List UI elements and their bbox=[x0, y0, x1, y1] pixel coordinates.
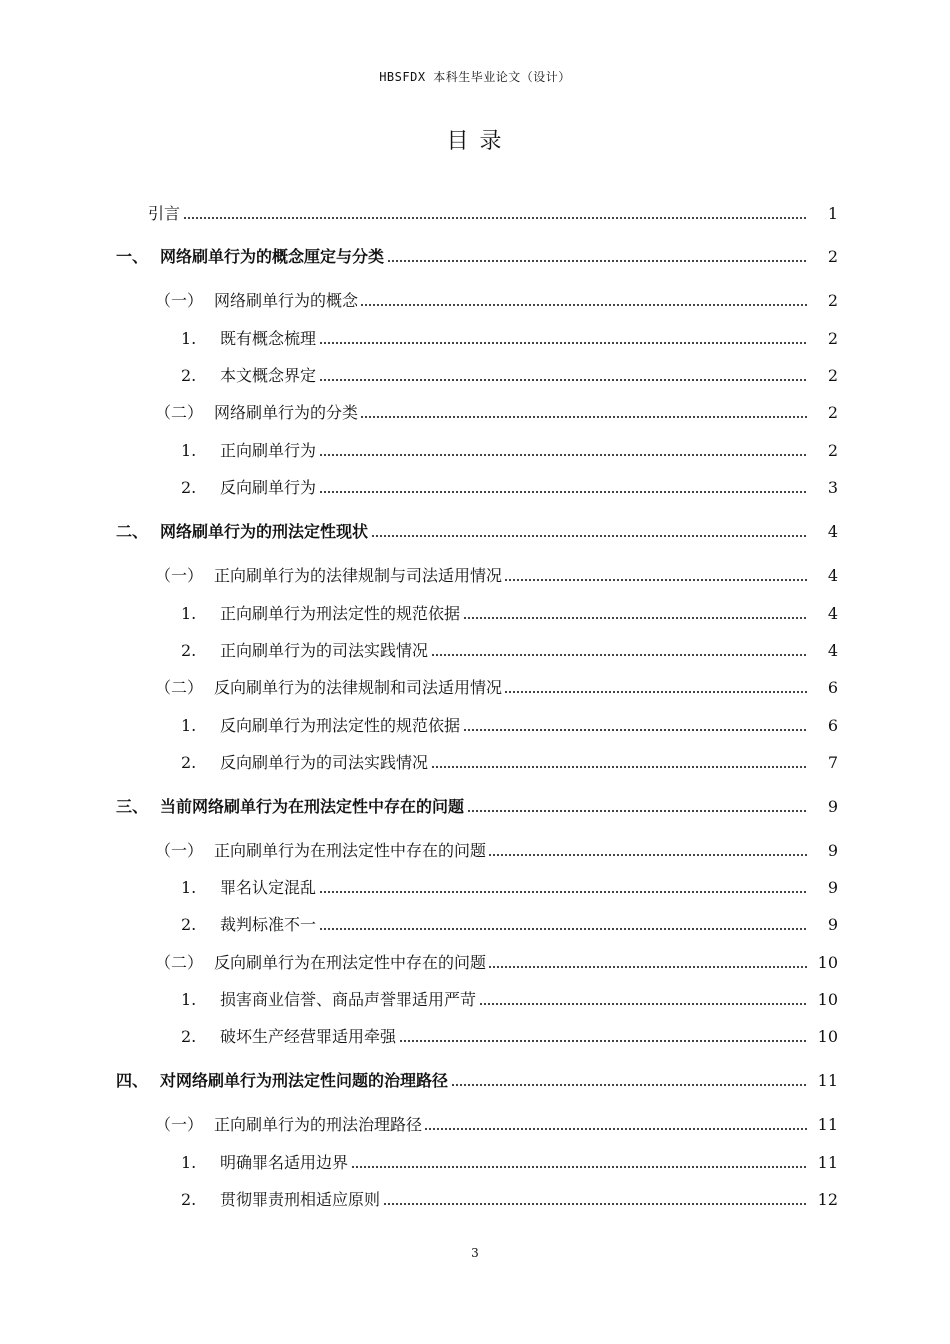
toc-entry-subsection[interactable] bbox=[0, 1151, 950, 1175]
toc-entry-text: 反向刷单行为 bbox=[220, 476, 318, 500]
toc-entry-subsection[interactable] bbox=[0, 714, 950, 738]
toc-entry-number: 1. bbox=[181, 604, 197, 623]
toc-page-number: 7 bbox=[808, 751, 838, 775]
toc-page-number: 2 bbox=[808, 439, 838, 463]
toc-entry-section[interactable] bbox=[0, 564, 950, 588]
toc-entry-subsection[interactable] bbox=[0, 1188, 950, 1212]
toc-page-number: 6 bbox=[808, 676, 838, 700]
toc-entry-number: 四、 bbox=[116, 1071, 149, 1090]
toc-entry-text: 正向刷单行为的刑法治理路径 bbox=[214, 1113, 424, 1137]
toc-entry-text: 正向刷单行为 bbox=[220, 439, 318, 463]
toc-entry-number: （二） bbox=[155, 403, 204, 422]
toc-entry-chapter[interactable] bbox=[0, 795, 950, 819]
toc-entry-number: 三、 bbox=[116, 797, 149, 816]
toc-entry-text: 当前网络刷单行为在刑法定性中存在的问题 bbox=[160, 795, 466, 819]
toc-entry-text: 对网络刷单行为刑法定性问题的治理路径 bbox=[160, 1069, 450, 1093]
toc-entry-text: 网络刷单行为的概念厘定与分类 bbox=[160, 245, 386, 269]
toc-page-number: 12 bbox=[808, 1188, 838, 1212]
toc-page-number: 4 bbox=[808, 639, 838, 663]
toc-page-number: 10 bbox=[808, 1025, 838, 1049]
toc-title: 目 录 bbox=[446, 129, 504, 154]
toc-entry-section[interactable] bbox=[0, 839, 950, 863]
toc-entry-subsection[interactable] bbox=[0, 639, 950, 663]
toc-entry-number: （一） bbox=[155, 841, 204, 860]
toc-entry-subsection[interactable] bbox=[0, 913, 950, 937]
toc-entry-number: 1. bbox=[181, 990, 197, 1009]
toc-page-number: 9 bbox=[808, 876, 838, 900]
toc-page-number: 2 bbox=[808, 245, 838, 269]
toc-entry-number: 一、 bbox=[116, 247, 149, 266]
toc-entry-text: 网络刷单行为的概念 bbox=[214, 289, 360, 313]
toc-entry-subsection[interactable] bbox=[0, 876, 950, 900]
toc-page-number: 11 bbox=[808, 1113, 838, 1137]
toc-entry-subsection[interactable] bbox=[0, 439, 950, 463]
toc-page-number: 1 bbox=[808, 202, 838, 226]
toc-entry-text: 既有概念梳理 bbox=[220, 327, 318, 351]
toc-page-number: 10 bbox=[808, 988, 838, 1012]
toc-page-number: 9 bbox=[808, 913, 838, 937]
toc-entry-number: 2. bbox=[181, 915, 197, 934]
toc-entry-number: 2. bbox=[181, 1190, 197, 1209]
toc-entry-subsection[interactable] bbox=[0, 602, 950, 626]
toc-page-number: 11 bbox=[808, 1151, 838, 1175]
toc-entry-number: 2. bbox=[181, 641, 197, 660]
toc-entry-text: 本文概念界定 bbox=[220, 364, 318, 388]
toc-entry-chapter[interactable] bbox=[0, 245, 950, 269]
toc-entry-text: 明确罪名适用边界 bbox=[220, 1151, 350, 1175]
toc-page-number: 2 bbox=[808, 364, 838, 388]
toc-entry-section[interactable] bbox=[0, 676, 950, 700]
toc-page-number: 4 bbox=[808, 602, 838, 626]
toc-page-number: 2 bbox=[808, 327, 838, 351]
running-header: HBSFDX 本科生毕业论文（设计） bbox=[379, 70, 571, 84]
toc-entry-text: 网络刷单行为的刑法定性现状 bbox=[160, 520, 370, 544]
toc-entry-subsection[interactable] bbox=[0, 364, 950, 388]
toc-entry-number: 2. bbox=[181, 1027, 197, 1046]
toc-entry-text: 正向刷单行为在刑法定性中存在的问题 bbox=[214, 839, 488, 863]
toc-entry-chapter[interactable] bbox=[0, 1069, 950, 1093]
toc-entry-subsection[interactable] bbox=[0, 1025, 950, 1049]
toc-page-number: 4 bbox=[808, 564, 838, 588]
toc-page-number: 10 bbox=[808, 951, 838, 975]
toc-entry-number: （二） bbox=[155, 953, 204, 972]
toc-entry-number: 1. bbox=[181, 716, 197, 735]
toc-entry-number: 1. bbox=[181, 1153, 197, 1172]
toc-entry-text: 反向刷单行为的司法实践情况 bbox=[220, 751, 430, 775]
toc-entry-text: 反向刷单行为刑法定性的规范依据 bbox=[220, 714, 462, 738]
toc-entry-text: 裁判标准不一 bbox=[220, 913, 318, 937]
toc-entry-number: （一） bbox=[155, 1115, 204, 1134]
toc-entry-text: 反向刷单行为在刑法定性中存在的问题 bbox=[214, 951, 488, 975]
toc-entry-text: 反向刷单行为的法律规制和司法适用情况 bbox=[214, 676, 504, 700]
toc-page-number: 4 bbox=[808, 520, 838, 544]
toc-entry-intro[interactable] bbox=[0, 202, 950, 226]
toc-entry-number: 1. bbox=[181, 878, 197, 897]
toc-page-number: 2 bbox=[808, 401, 838, 425]
toc-entry-number: （二） bbox=[155, 678, 204, 697]
toc-page-number: 9 bbox=[808, 839, 838, 863]
toc-page-number: 3 bbox=[808, 476, 838, 500]
toc-entry-number: 1. bbox=[181, 329, 197, 348]
toc-entry-section[interactable] bbox=[0, 289, 950, 313]
toc-entry-number: （一） bbox=[155, 291, 204, 310]
toc-page-number: 11 bbox=[808, 1069, 838, 1093]
dot-leader bbox=[148, 217, 838, 219]
toc-entry-subsection[interactable] bbox=[0, 988, 950, 1012]
toc-entry-text: 引言 bbox=[148, 202, 182, 226]
toc-page-number: 9 bbox=[808, 795, 838, 819]
page-number: 3 bbox=[471, 1246, 479, 1260]
toc-entry-text: 网络刷单行为的分类 bbox=[214, 401, 360, 425]
toc-entry-text: 正向刷单行为刑法定性的规范依据 bbox=[220, 602, 462, 626]
toc-entry-subsection[interactable] bbox=[0, 476, 950, 500]
toc-entry-subsection[interactable] bbox=[0, 751, 950, 775]
toc-entry-section[interactable] bbox=[0, 401, 950, 425]
toc-entry-chapter[interactable] bbox=[0, 520, 950, 544]
toc-entry-section[interactable] bbox=[0, 951, 950, 975]
toc-entry-number: 2. bbox=[181, 366, 197, 385]
toc-entry-text: 破坏生产经营罪适用牵强 bbox=[220, 1025, 398, 1049]
toc-entry-text: 正向刷单行为的法律规制与司法适用情况 bbox=[214, 564, 504, 588]
toc-entry-number: （一） bbox=[155, 566, 204, 585]
toc-entry-text: 正向刷单行为的司法实践情况 bbox=[220, 639, 430, 663]
toc-entry-number: 2. bbox=[181, 478, 197, 497]
toc-page-number: 6 bbox=[808, 714, 838, 738]
toc-page-number: 2 bbox=[808, 289, 838, 313]
toc-entry-subsection[interactable] bbox=[0, 327, 950, 351]
toc-entry-number: 二、 bbox=[116, 522, 149, 541]
toc-entry-number: 1. bbox=[181, 441, 197, 460]
toc-entry-section[interactable] bbox=[0, 1113, 950, 1137]
toc-entry-number: 2. bbox=[181, 753, 197, 772]
toc-entry-text: 损害商业信誉、商品声誉罪适用严苛 bbox=[220, 988, 478, 1012]
toc-entry-text: 罪名认定混乱 bbox=[220, 876, 318, 900]
toc-entry-text: 贯彻罪责刑相适应原则 bbox=[220, 1188, 382, 1212]
